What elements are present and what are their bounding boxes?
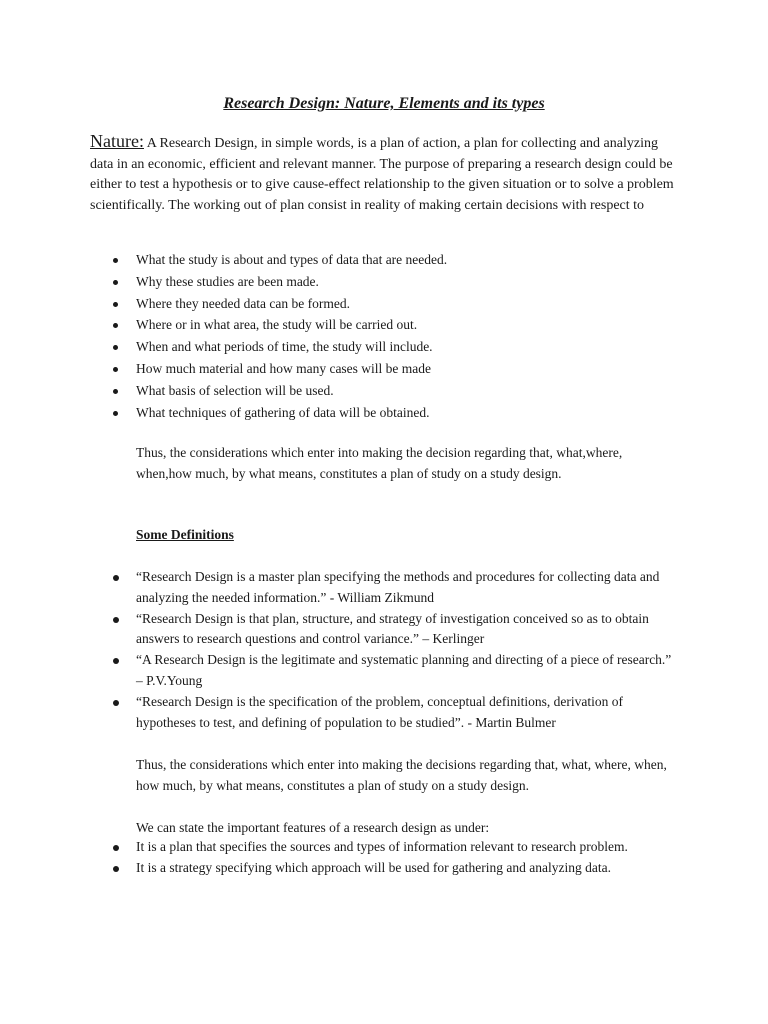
nature-text: A Research Design, in simple words, is a plan of action, a plan for collecting and analyzing data in an economic, efficient and relevant manner. The purpose of preparing a research design could be either to test a hypothesis or to give cause-effect relationship to the given situation or to solve a problem scientifically. The working out of plan consist in reality of making certain decisions with respect to [90, 136, 674, 213]
decisions-list [111, 249, 671, 423]
feature-item: It is a strategy specifying which approach will be used for gathering and analyzing data. [112, 858, 672, 879]
list-item: What the study is about and types of data that are needed. [111, 249, 671, 271]
definition-item: “Research Design is a master plan specifying the methods and procedures for collecting data and analyzing the needed information.” - William Zikmund [112, 567, 672, 609]
nature-paragraph [90, 131, 680, 216]
definitions-list [112, 567, 672, 733]
nature-label: Nature: [90, 131, 144, 151]
considerations-paragraph-1: Thus, the considerations which enter into making the decision regarding that, what,where, when,how much, by what means, constitutes a plan of study on a study design. [136, 445, 623, 481]
list-item: Where they needed data can be formed. [111, 293, 671, 315]
definitions-heading: Some Definitions [136, 527, 234, 542]
definition-item: “Research Design is the specification of the problem, conceptual definitions, derivation of hypotheses to test, and defining of population to be studied”. - Martin Bulmer [112, 692, 672, 734]
definition-item: “A Research Design is the legitimate and systematic planning and directing of a piece of research.” – P.V.Young [112, 650, 672, 692]
list-item: What techniques of gathering of data will be obtained. [111, 402, 671, 424]
document-title: Research Design: Nature, Elements and its types [223, 95, 545, 112]
features-intro: We can state the important features of a research design as under: [136, 820, 490, 835]
list-item: Where or in what area, the study will be carried out. [111, 314, 671, 336]
list-item: How much material and how many cases will be made [111, 358, 671, 380]
feature-item: It is a plan that specifies the sources and types of information relevant to research problem. [112, 837, 672, 858]
definition-item: “Research Design is that plan, structure, and strategy of investigation conceived so as to obtain answers to research questions and control variance.” – Kerlinger [112, 609, 672, 651]
list-item: What basis of selection will be used. [111, 380, 671, 402]
features-list [112, 837, 672, 879]
considerations-paragraph-2: Thus, the considerations which enter into making the decisions regarding that, what, where, when, how much, by what means, constitutes a plan of study on a study design. [136, 757, 667, 793]
list-item: When and what periods of time, the study will include. [111, 336, 671, 358]
list-item: Why these studies are been made. [111, 271, 671, 293]
